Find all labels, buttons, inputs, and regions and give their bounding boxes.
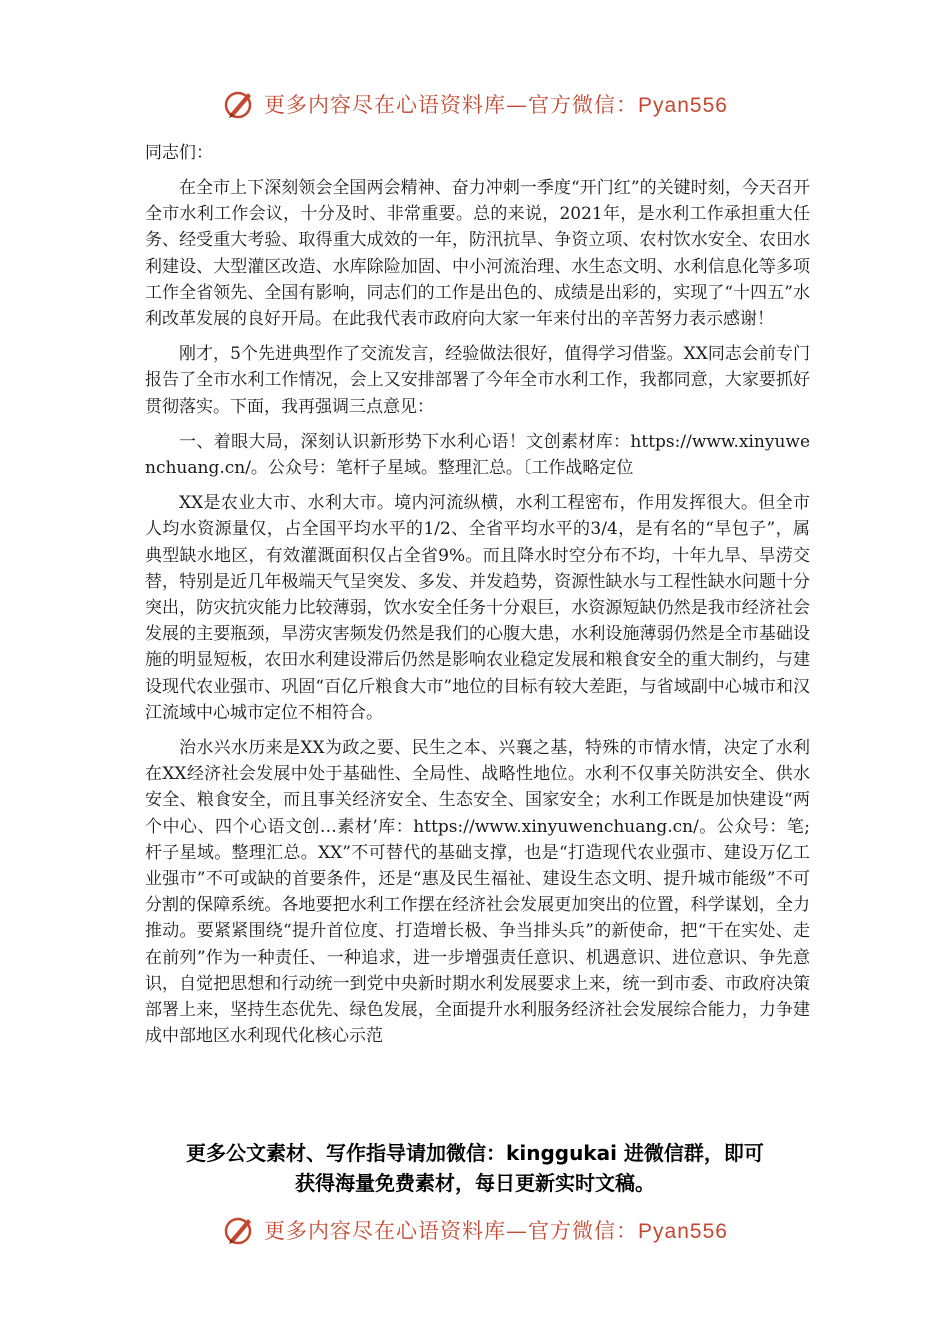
header-banner-text: [264, 89, 728, 119]
footer-banner: [0, 1210, 950, 1250]
document-body: [145, 140, 810, 1059]
footer-banner-label: 更多内容尽在心语资料库—官方微信：: [264, 1219, 639, 1243]
paragraph-4: 治水兴水历来是XX为政之要、民生之本、兴襄之基，特殊的市情水情，决定了水利在XX经济社会发展中处于基础性、全局性、战略性地位。水利不仅事关防洪安全、供水安全、粮食安全，而且事关经济安全、生态安全、国家安全；水利工作既是加快建设“两个中心、四个心语文创…素材’库：https://www.xinyuwenchuang.cn/。公众号：笔;杆子星域。整理汇总。XX”不可替代的基础支撑，也是“打造现代农业强市、建设万亿工业强市”不可或缺的首要条件，还是“惠及民生福祉、建设生态文明、提升城市能级”不可分割的保障系统。各地要把水利工作摆在经济社会发展更加突出的位置，科学谋划，全力推动。要紧紧围绕“提升首位度、打造增长极、争当排头兵”的新使命，把“干在实处、走在前列”作为一种责任、一种追求，进一步增强责任意识、机遇意识、进位意识、争先意识，自觉把思想和行动统一到党中央新时期水利发展要求上来，统一到市委、市政府决策部署上来，坚持生态优先、绿色发展，全面提升水利服务经济社会发展综合能力，力争建成中部地区水利现代化核心示范: [145, 738, 810, 1047]
pen-circle-logo-icon: [222, 1213, 256, 1247]
paragraph-2: 刚才，5个先进典型作了交流发言，经验做法很好，值得学习借鉴。XX同志会前专门报告了全市水利工作情况，会上又安排部署了今年全市水利工作，我都同意，大家要抓好贯彻落实。下面，我再强调三点意见：: [145, 344, 810, 417]
footer-wechat-id: Pyan556: [638, 1220, 728, 1243]
section-heading-1: 一、着眼大局，深刻认识新形势下水利心语！文创素材库：https://www.xinyuwenchuang.cn/。公众号：笔杆子星域。整理汇总。〔工作战略定位: [145, 431, 810, 479]
header-banner: [0, 84, 950, 124]
paragraph-3: XX是农业大市、水利大市。境内河流纵横，水利工程密布，作用发挥很大。但全市人均水资源量仅，占全国平均水平的1/2、全省平均水平的3/4，是有名的“旱包子”，属典型缺水地区，有效灌溉面积仅占全省9%。而且降水时空分布不均，十年九旱、旱涝交替，特别是近几年极端天气呈突发、多发、并发趋势，资源性缺水与工程性缺水问题十分突出，防灾抗灾能力比较薄弱，饮水安全任务十分艰巨，水资源短缺仍然是我市经济社会发展的主要瓶颈，旱涝灾害频发仍然是我们的心腹大患，水利设施薄弱仍然是全市基础设施的明显短板，农田水利建设滞后仍然是影响农业稳定发展和粮食安全的重大制约，与建设现代农业强市、巩固“百亿斤粮食大市”地位的目标有较大差距，与省域副中心城市和汉江流域中心城市定位不相符合。: [145, 493, 810, 723]
footer-banner-text: [264, 1215, 728, 1245]
salutation: 同志们：: [145, 143, 213, 163]
header-banner-label: 更多内容尽在心语资料库—官方微信：: [264, 93, 639, 117]
pen-circle-logo-icon: [222, 87, 256, 121]
promo-notice: [0, 1138, 950, 1198]
promo-line-1: 更多公文素材、写作指导请加微信：kinggukai 进微信群，即可: [186, 1141, 764, 1165]
paragraph-1: 在全市上下深刻领会全国两会精神、奋力冲刺一季度“开门红”的关键时刻，今天召开全市水利工作会议，十分及时、非常重要。总的来说，2021年，是水利工作承担重大任务、经受重大考验、取得重大成效的一年，防汛抗旱、争资立项、农村饮水安全、农田水利建设、大型灌区改造、水库除险加固、中小河流治理、水生态文明、水利信息化等多项工作全省领先、全国有影响，同志们的工作是出色的、成绩是出彩的，实现了“十四五”水利改革发展的良好开局。在此我代表市政府向大家一年来付出的辛苦努力表示感谢！: [145, 178, 810, 330]
header-wechat-id: Pyan556: [638, 94, 728, 117]
promo-line-2: 获得海量免费素材，每日更新实时文稿。: [295, 1171, 655, 1195]
